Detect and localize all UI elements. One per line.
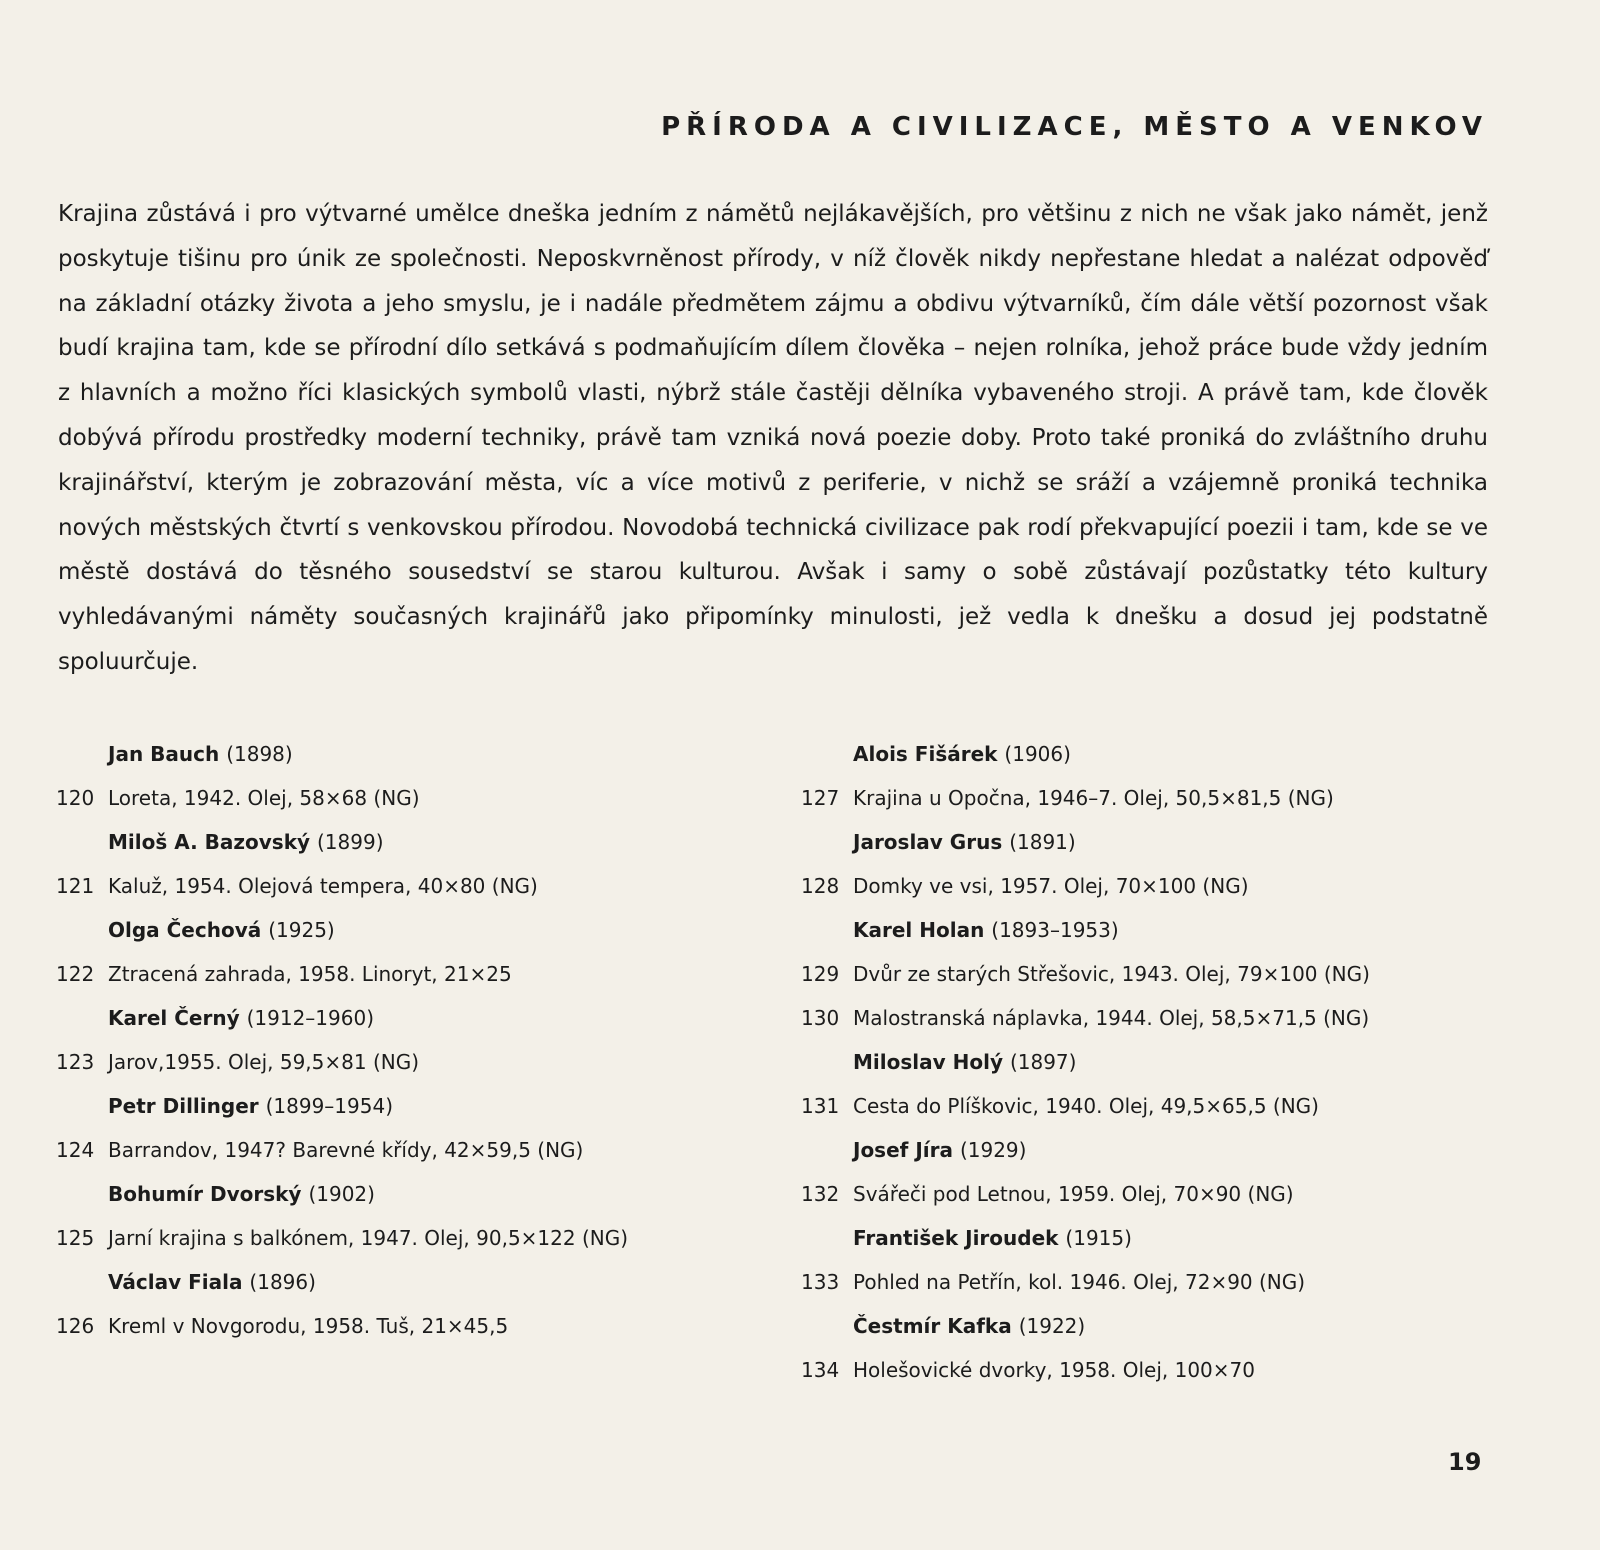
catalog-number: 126 xyxy=(56,1314,95,1338)
artwork-title: Krajina u Opočna, 1946–7. Olej, 50,5×81,5 (NG) xyxy=(853,786,1334,810)
artist-name: Karel Černý xyxy=(108,1006,240,1030)
artist-heading xyxy=(108,908,335,952)
artwork-row xyxy=(797,996,1537,1040)
artwork-title: Svářeči pod Letnou, 1959. Olej, 70×90 (NG) xyxy=(853,1182,1294,1206)
artist-dates: (1898) xyxy=(226,742,293,766)
artwork-title: Jarní krajina s balkónem, 1947. Olej, 90,5×122 (NG) xyxy=(108,1226,629,1250)
artwork-title: Domky ve vsi, 1957. Olej, 70×100 (NG) xyxy=(853,874,1249,898)
section-heading: PŘÍRODA A CIVILIZACE, MĚSTO A VENKOV xyxy=(661,112,1488,142)
artist-entry xyxy=(52,1172,772,1216)
catalog-list-left xyxy=(52,732,772,1348)
artist-heading xyxy=(853,908,1119,952)
artwork-row xyxy=(797,1260,1537,1304)
artwork-title: Loreta, 1942. Olej, 58×68 (NG) xyxy=(108,786,420,810)
artwork-row xyxy=(797,1348,1537,1392)
artist-entry xyxy=(52,1084,772,1128)
artist-name: Olga Čechová xyxy=(108,918,262,942)
artwork-row xyxy=(797,1084,1537,1128)
artwork-title: Kreml v Novgorodu, 1958. Tuš, 21×45,5 xyxy=(108,1314,509,1338)
artwork-row xyxy=(52,1040,772,1084)
artist-dates: (1902) xyxy=(308,1182,375,1206)
artwork-row xyxy=(797,952,1537,996)
intro-paragraph: Krajina zůstává i pro výtvarné umělce dneška jedním z námětů nejlákavějších, pro většinu z nich ne však jako námět, jenž poskytuje tišinu pro únik ze společnosti. Neposkvrněnost přírody, v níž člověk nikdy nepřestane hledat a nalézat odpověď na základní otázky života a jeho smyslu, je i nadále předmětem zájmu a obdivu výtvarníků, čím dále větší pozornost však budí krajina tam, kde se přírodní dílo setkává s podmaňujícím dílem člověka – nejen rolníka, jehož práce bude vždy jedním z hlavních a možno říci klasických symbolů vlasti, nýbrž stále častěji dělníka vybaveného stroji. A právě tam, kde člověk dobývá přírodu prostředky moderní techniky, právě tam vzniká nová poezie doby. Proto také proniká do zvláštního druhu krajinářství, kterým je zobrazování města, víc a více motivů z periferie, v nichž se sráží a vzájemně proniká technika nových městských čtvrtí s venkovskou přírodou. Novodobá technická civilizace pak rodí překvapující poezii i tam, kde se ve městě dostává do těsného sousedství se starou kulturou. Avšak i samy o sobě zůstávají pozůstatky této kultury vyhledávanými náměty současných krajinářů jako připomínky minulosti, jež vedla k dnešku a dosud jej podstatně spoluurčuje. xyxy=(58,201,1488,675)
artwork-row xyxy=(797,864,1537,908)
artwork-title: Cesta do Plíškovic, 1940. Olej, 49,5×65,5 (NG) xyxy=(853,1094,1319,1118)
artwork-title: Jarov,1955. Olej, 59,5×81 (NG) xyxy=(108,1050,420,1074)
artist-dates: (1899–1954) xyxy=(265,1094,393,1118)
artist-name: Jaroslav Grus xyxy=(853,830,1003,854)
page-number: 19 xyxy=(1448,1448,1482,1476)
artist-heading xyxy=(853,732,1071,776)
artist-heading xyxy=(108,996,374,1040)
artwork-row xyxy=(52,776,772,820)
artist-dates: (1925) xyxy=(268,918,335,942)
artwork-row xyxy=(52,1128,772,1172)
artist-entry xyxy=(797,820,1537,864)
artist-dates: (1891) xyxy=(1009,830,1076,854)
artist-entry xyxy=(797,1128,1537,1172)
artist-dates: (1929) xyxy=(959,1138,1027,1162)
artwork-title: Malostranská náplavka, 1944. Olej, 58,5×71,5 (NG) xyxy=(853,1006,1370,1030)
artwork-title: Pohled na Petřín, kol. 1946. Olej, 72×90 (NG) xyxy=(853,1270,1306,1294)
catalog-number: 131 xyxy=(801,1094,840,1118)
catalog-number: 132 xyxy=(801,1182,840,1206)
artist-dates: (1922) xyxy=(1018,1314,1086,1338)
catalog-number: 127 xyxy=(801,786,840,810)
catalog-number: 120 xyxy=(56,786,95,810)
catalog-number: 134 xyxy=(801,1358,840,1382)
artwork-row xyxy=(797,776,1537,820)
artist-dates: (1912–1960) xyxy=(246,1006,374,1030)
artist-dates: (1915) xyxy=(1065,1226,1132,1250)
artist-heading xyxy=(108,732,293,776)
catalog-number: 128 xyxy=(801,874,840,898)
artist-heading xyxy=(108,1172,375,1216)
artist-name: Petr Dillinger xyxy=(108,1094,259,1118)
artist-name: František Jiroudek xyxy=(853,1226,1059,1250)
catalog-number: 123 xyxy=(56,1050,95,1074)
artwork-row xyxy=(52,864,772,908)
catalog-number: 124 xyxy=(56,1138,95,1162)
catalog-number: 133 xyxy=(801,1270,840,1294)
artwork-title: Ztracená zahrada, 1958. Linoryt, 21×25 xyxy=(108,962,512,986)
artist-name: Josef Jíra xyxy=(853,1138,953,1162)
artist-heading xyxy=(853,1040,1076,1084)
catalog-list-right xyxy=(797,732,1537,1392)
artist-heading xyxy=(108,820,384,864)
artist-entry xyxy=(52,996,772,1040)
artwork-title: Kaluž, 1954. Olejová tempera, 40×80 (NG) xyxy=(108,874,538,898)
artist-name: Miloslav Holý xyxy=(853,1050,1003,1074)
artist-entry xyxy=(52,1260,772,1304)
artist-heading xyxy=(853,820,1076,864)
artist-entry xyxy=(52,820,772,864)
artist-heading xyxy=(108,1260,316,1304)
artist-name: Miloš A. Bazovský xyxy=(108,830,311,854)
catalog-number: 121 xyxy=(56,874,95,898)
artist-dates: (1899) xyxy=(317,830,384,854)
artist-entry xyxy=(797,1216,1537,1260)
artwork-title: Barrandov, 1947? Barevné křídy, 42×59,5 (NG) xyxy=(108,1138,584,1162)
artist-entry xyxy=(797,1040,1537,1084)
artist-name: Čestmír Kafka xyxy=(853,1314,1012,1338)
catalog-number: 125 xyxy=(56,1226,95,1250)
artwork-row xyxy=(52,1216,772,1260)
artwork-row xyxy=(52,952,772,996)
artist-entry xyxy=(797,1304,1537,1348)
artist-entry xyxy=(797,732,1537,776)
artist-name: Karel Holan xyxy=(853,918,985,942)
artist-dates: (1906) xyxy=(1004,742,1071,766)
artist-dates: (1893–1953) xyxy=(991,918,1119,942)
artwork-title: Holešovické dvorky, 1958. Olej, 100×70 xyxy=(853,1358,1255,1382)
artist-heading xyxy=(853,1216,1132,1260)
artwork-title: Dvůr ze starých Střešovic, 1943. Olej, 79×100 (NG) xyxy=(853,962,1370,986)
artist-entry xyxy=(797,908,1537,952)
artwork-row xyxy=(52,1304,772,1348)
artist-dates: (1897) xyxy=(1009,1050,1077,1074)
catalog-number: 122 xyxy=(56,962,95,986)
artist-dates: (1896) xyxy=(249,1270,316,1294)
catalog-number: 130 xyxy=(801,1006,840,1030)
artist-heading xyxy=(853,1128,1026,1172)
artist-name: Václav Fiala xyxy=(108,1270,243,1294)
artist-name: Jan Bauch xyxy=(108,742,220,766)
artist-entry xyxy=(52,732,772,776)
artist-heading xyxy=(108,1084,393,1128)
catalog-number: 129 xyxy=(801,962,840,986)
artist-name: Alois Fišárek xyxy=(853,742,998,766)
artwork-row xyxy=(797,1172,1537,1216)
artist-entry xyxy=(52,908,772,952)
artist-name: Bohumír Dvorský xyxy=(108,1182,302,1206)
artist-heading xyxy=(853,1304,1085,1348)
